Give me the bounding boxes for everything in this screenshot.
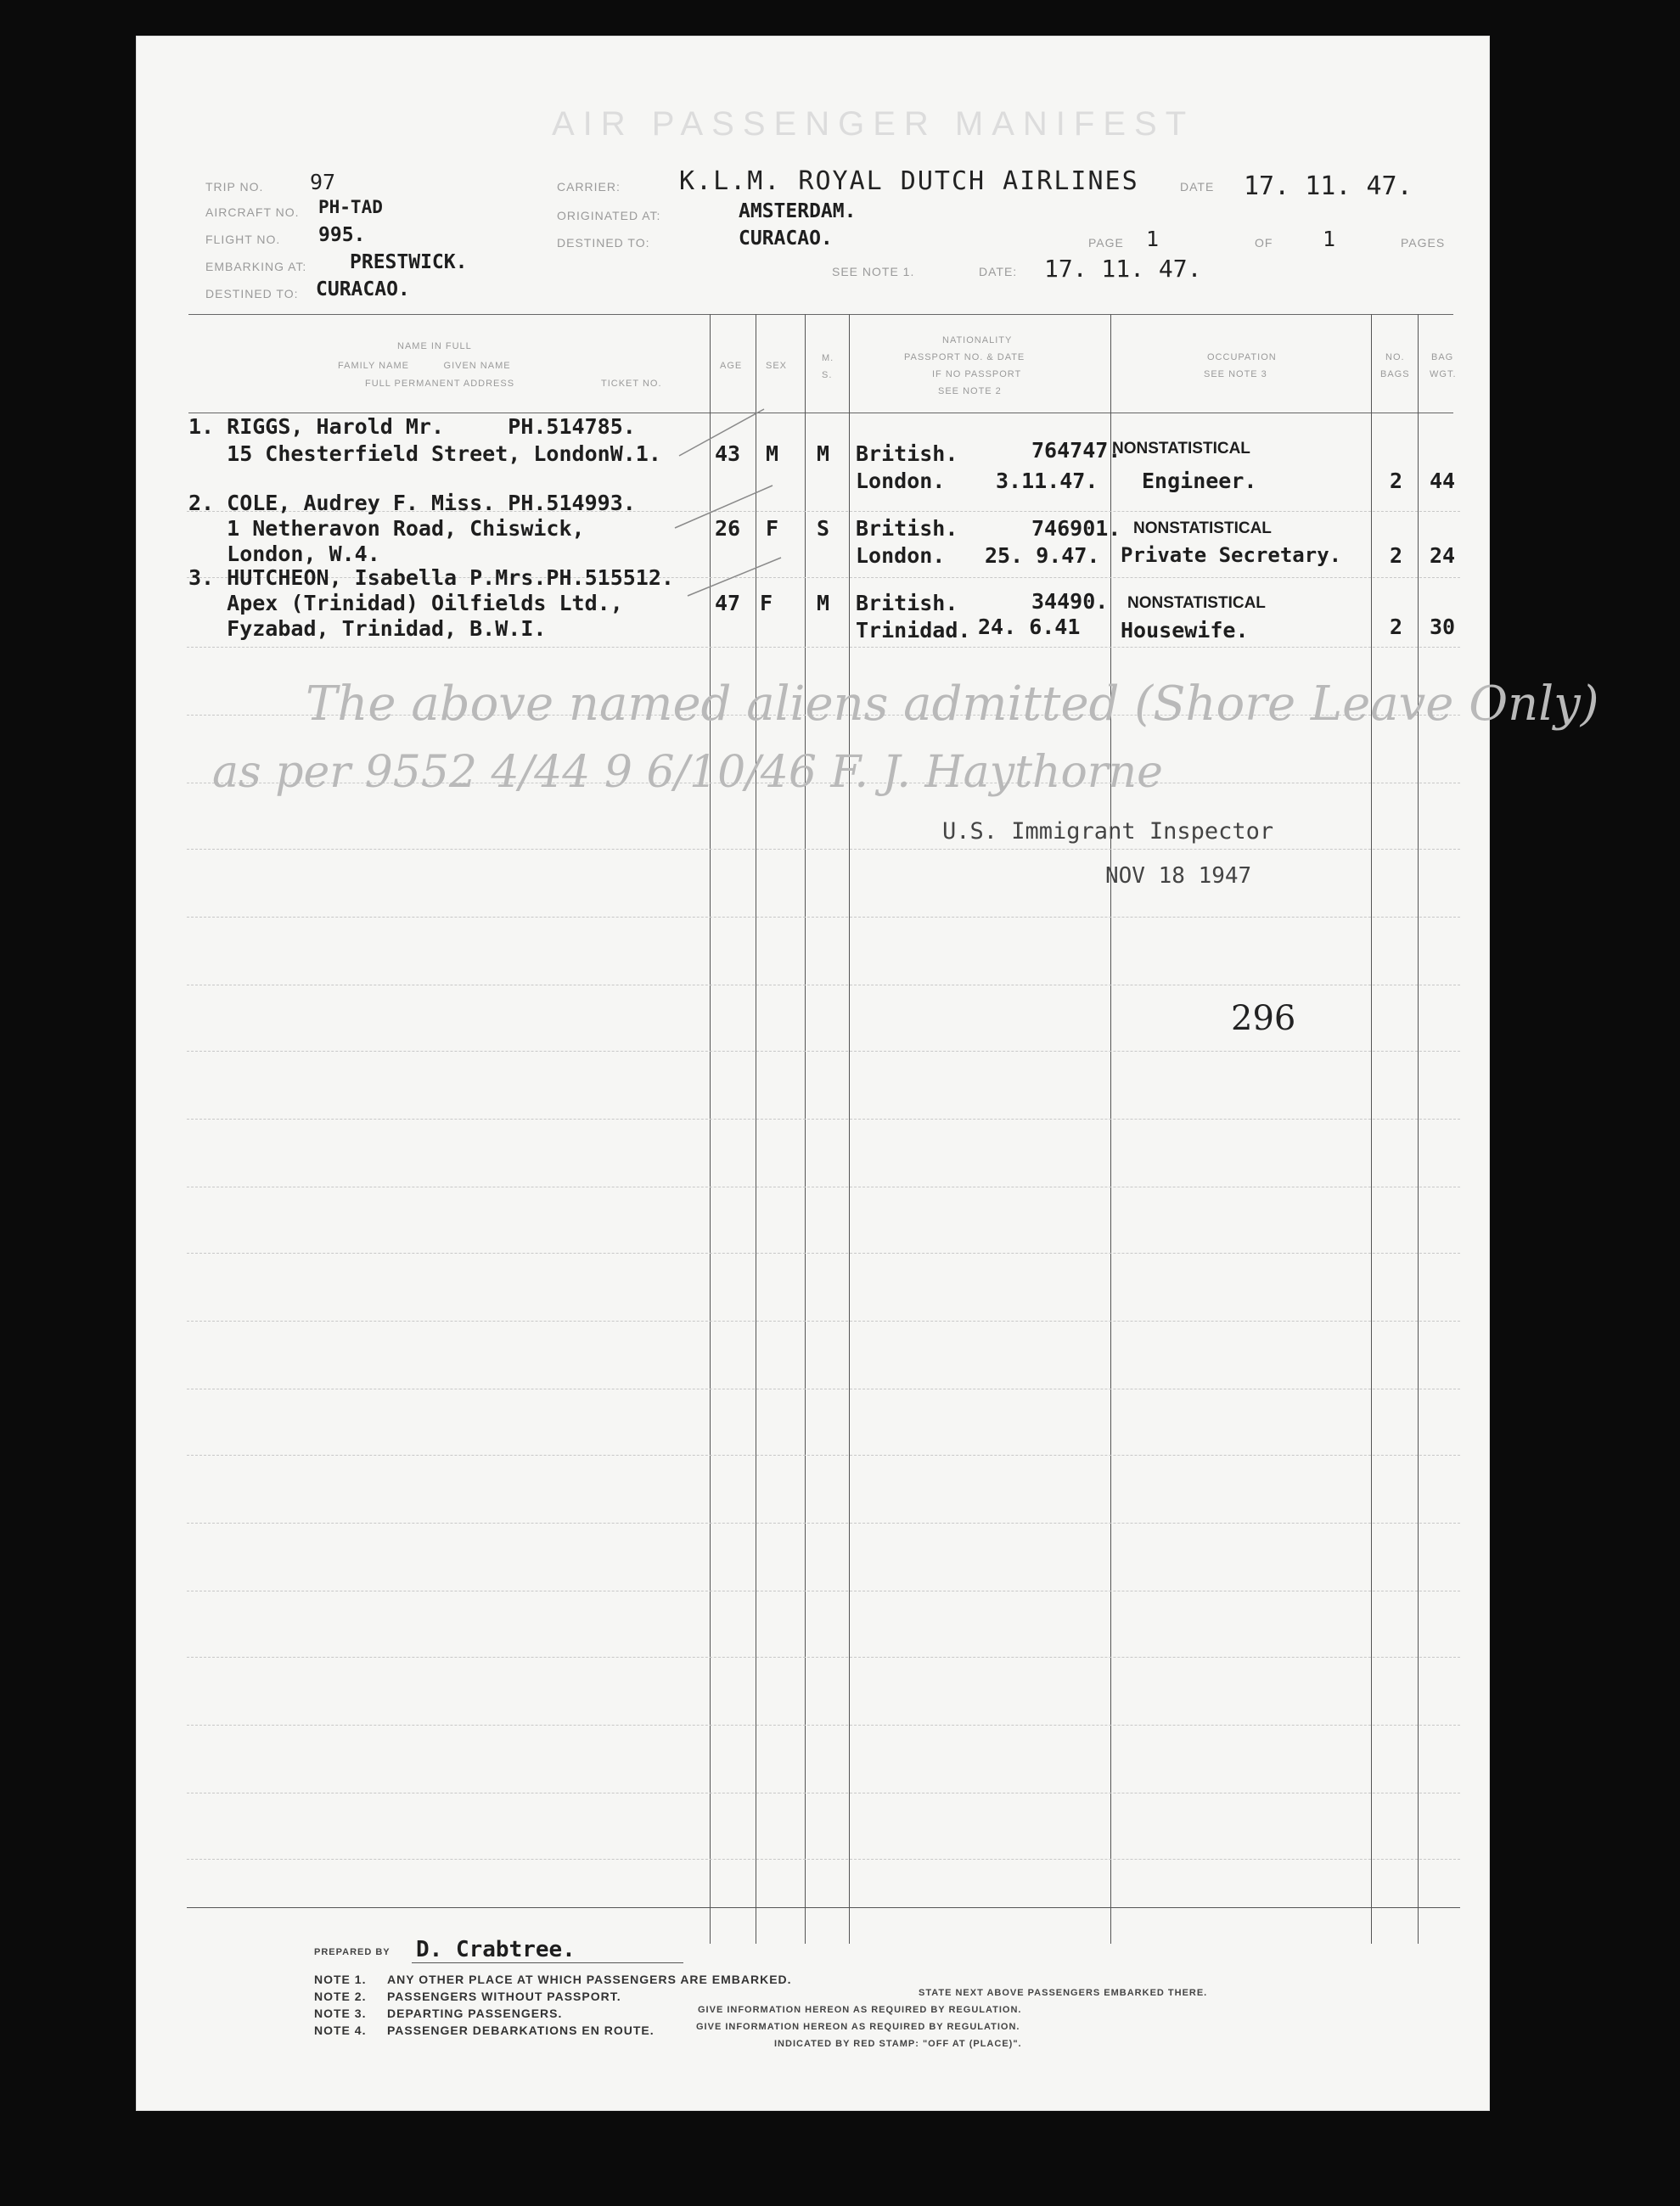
carrier-value: K.L.M. ROYAL DUTCH AIRLINES — [679, 166, 1139, 196]
inspector-stamp: U.S. Immigrant Inspector — [942, 818, 1274, 845]
passenger-3-passport: 34490. — [1031, 589, 1109, 614]
passenger-1-nationality: British. — [856, 441, 958, 466]
passenger-2-nationality: British. — [856, 516, 958, 541]
passenger-3-occupation: Housewife. — [1121, 618, 1249, 643]
passenger-2-sex: F — [766, 516, 779, 541]
passenger-1-address: 15 Chesterfield Street, LondonW.1. — [188, 441, 661, 466]
passenger-2-place: London. — [856, 543, 946, 568]
note-4-detail: INDICATED BY RED STAMP: "OFF AT (PLACE)". — [774, 2039, 1022, 2049]
passenger-1-ms: M — [817, 441, 830, 466]
col-head-name2: FAMILY NAME GIVEN NAME — [338, 361, 511, 371]
passenger-2-age: 26 — [715, 516, 741, 541]
of-label: OF — [1255, 236, 1273, 250]
note-4-text: PASSENGER DEBARKATIONS EN ROUTE. — [387, 2024, 655, 2037]
page-label: PAGE — [1088, 236, 1124, 250]
col-line-wgt — [1418, 314, 1419, 1944]
originated-at-label: ORIGINATED AT: — [557, 209, 661, 222]
date-value: 17. 11. 47. — [1244, 171, 1413, 201]
passenger-1-age: 43 — [715, 441, 741, 466]
passenger-3-weight: 30 — [1430, 615, 1456, 639]
col-head-wgt2: WGT. — [1430, 369, 1457, 379]
passenger-2-ms: S — [817, 516, 830, 541]
passenger-1-passport-date: 3.11.47. — [996, 469, 1098, 493]
passenger-2-bags: 2 — [1390, 543, 1403, 568]
col-head-nat1: NATIONALITY — [942, 335, 1013, 345]
note-2-label: NOTE 2. — [314, 1990, 367, 2003]
aircraft-no-value: PH-TAD — [318, 197, 383, 217]
col-head-name: NAME IN FULL — [397, 341, 472, 351]
passenger-1-sex: M — [766, 441, 779, 466]
note-1-text: ANY OTHER PLACE AT WHICH PASSENGERS ARE EMBARKED. — [387, 1973, 792, 1986]
see-note-label: SEE NOTE 1. — [832, 265, 915, 278]
passenger-3-bags: 2 — [1390, 615, 1403, 639]
note-3-detail: GIVE INFORMATION HEREON AS REQUIRED BY REGULATION. — [696, 2022, 1020, 2032]
originated-at-value: AMSTERDAM. — [739, 200, 857, 222]
col-head-bags1: NO. — [1385, 352, 1405, 362]
passenger-3-address: Apex (Trinidad) Oilfields Ltd., — [188, 591, 623, 615]
passenger-1-name: 1. RIGGS, Harold Mr. PH.514785. — [188, 414, 636, 439]
destined-to-label: DESTINED TO: — [205, 287, 299, 300]
handwritten-admission-note-line1: The above named aliens admitted (Shore Leave Only) — [306, 676, 1599, 732]
passenger-2-name: 2. COLE, Audrey F. Miss. PH.514993. — [188, 491, 636, 515]
note-1-detail: STATE NEXT ABOVE PASSENGERS EMBARKED THERE. — [919, 1988, 1208, 1998]
passenger-1-bags: 2 — [1390, 469, 1403, 493]
date-label: DATE — [1180, 180, 1215, 194]
prepared-by-label: PREPARED BY — [314, 1947, 391, 1957]
embarking-at-label: EMBARKING AT: — [205, 260, 307, 273]
passenger-3-name: 3. HUTCHEON, Isabella P.Mrs.PH.515512. — [188, 565, 674, 590]
passenger-3-sex: F — [760, 591, 773, 615]
destined-to2-value: CURACAO. — [739, 227, 833, 250]
flight-no-label: FLIGHT NO. — [205, 233, 281, 246]
col-head-sex: SEX — [766, 361, 788, 371]
col-head-address: FULL PERMANENT ADDRESS — [365, 379, 515, 389]
col-head-ticket: TICKET NO. — [601, 379, 662, 389]
passenger-3-ms: M — [817, 591, 830, 615]
embarking-at-value: PRESTWICK. — [350, 251, 468, 273]
manifest-page — [136, 36, 1599, 2111]
note-2-text: PASSENGERS WITHOUT PASSPORT. — [387, 1990, 621, 2003]
col-head-age: AGE — [720, 361, 743, 371]
passenger-1-status-stamp: NONSTATISTICAL — [1112, 440, 1250, 457]
col-line-bags — [1371, 314, 1372, 1944]
col-head-nat3: IF NO PASSPORT — [932, 369, 1022, 379]
col-line-occ — [1110, 314, 1111, 1944]
header-top-rule — [188, 314, 1453, 315]
col-head-ms2: S. — [822, 370, 833, 380]
date2-label: DATE: — [979, 265, 1018, 278]
passenger-3-place: Trinidad. — [856, 618, 971, 643]
note-4-label: NOTE 4. — [314, 2024, 367, 2037]
passenger-1-passport: 764747. — [1031, 438, 1121, 463]
note-1-label: NOTE 1. — [314, 1973, 367, 1986]
of-value: 1 — [1323, 227, 1336, 251]
passenger-2-passport-date: 25. 9.47. — [985, 543, 1100, 568]
col-head-nat4: SEE NOTE 2 — [938, 386, 1002, 396]
prepared-by-underline — [412, 1962, 683, 1963]
passenger-3-nationality: British. — [856, 591, 958, 615]
flight-no-value: 995. — [318, 224, 366, 246]
pages-label: PAGES — [1401, 236, 1446, 250]
passenger-2-address: 1 Netheravon Road, Chiswick, — [188, 516, 585, 541]
footer-rule — [187, 1907, 1460, 1908]
note-3-text: DEPARTING PASSENGERS. — [387, 2007, 563, 2020]
destined-to2-label: DESTINED TO: — [557, 236, 650, 250]
note-2-detail: GIVE INFORMATION HEREON AS REQUIRED BY REGULATION. — [698, 2005, 1022, 2015]
col-head-occ1: OCCUPATION — [1207, 352, 1277, 362]
col-head-nat2: PASSPORT NO. & DATE — [904, 352, 1025, 362]
passenger-3-status-stamp: NONSTATISTICAL — [1127, 594, 1266, 612]
passenger-2-occupation: Private Secretary. — [1121, 543, 1342, 567]
trip-no-label: TRIP NO. — [205, 180, 264, 194]
note-3-label: NOTE 3. — [314, 2007, 367, 2020]
col-line-nat — [849, 314, 850, 1944]
col-head-bags2: BAGS — [1380, 369, 1410, 379]
col-head-occ2: SEE NOTE 3 — [1204, 369, 1267, 379]
col-head-wgt1: BAG — [1431, 352, 1454, 362]
destined-to-value: CURACAO. — [316, 278, 410, 300]
passenger-1-place: London. — [856, 469, 946, 493]
passenger-1-occupation: Engineer. — [1142, 469, 1257, 493]
date2-value: 17. 11. 47. — [1044, 255, 1202, 283]
page-number: 296 — [1231, 999, 1296, 1038]
passenger-1-weight: 44 — [1430, 469, 1456, 493]
pencil-marks — [671, 392, 789, 664]
inspector-stamp-date: NOV 18 1947 — [1105, 863, 1252, 889]
col-line-ms — [805, 314, 806, 1944]
prepared-by-value: D. Crabtree. — [416, 1937, 576, 1962]
passenger-2-weight: 24 — [1430, 543, 1456, 568]
carrier-label: CARRIER: — [557, 180, 621, 194]
page-value: 1 — [1146, 227, 1160, 251]
passenger-3-address2: Fyzabad, Trinidad, B.W.I. — [188, 616, 547, 641]
passenger-2-passport: 746901. — [1031, 516, 1121, 541]
passenger-3-passport-date: 24. 6.41 — [978, 615, 1081, 639]
passenger-2-address2: London, W.4. — [188, 542, 380, 566]
passenger-2-status-stamp: NONSTATISTICAL — [1133, 519, 1272, 537]
handwritten-admission-note-line2: as per 9552 4/44 9 6/10/46 F. J. Haythorne — [212, 747, 1163, 798]
aircraft-no-label: AIRCRAFT NO. — [205, 205, 300, 219]
form-title: AIR PASSENGER MANIFEST — [552, 105, 1195, 143]
passenger-3-age: 47 — [715, 591, 741, 615]
col-head-ms1: M. — [822, 353, 834, 363]
trip-no-value: 97 — [310, 170, 336, 194]
